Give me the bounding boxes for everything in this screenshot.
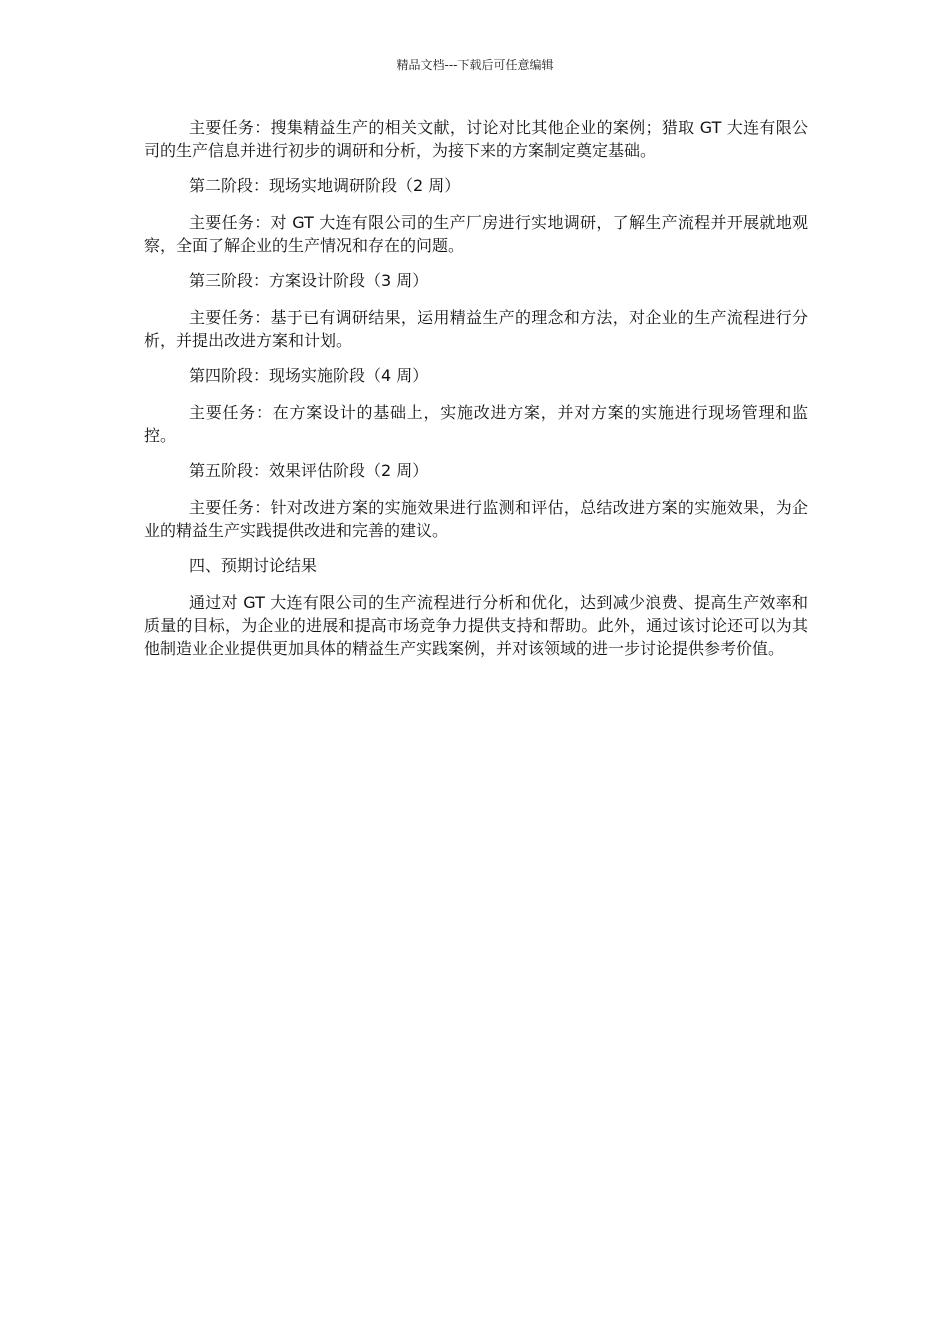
stage-4-heading: 第四阶段：现场实施阶段（4 周） <box>189 366 429 385</box>
stage-2-heading: 第二阶段：现场实地调研阶段（2 周） <box>189 176 461 195</box>
task-stage-4: 主要任务：在方案设计的基础上，实施改进方案，并对方案的实施进行现场管理和监控。 <box>144 403 808 445</box>
page-header: 精品文档---下载后可任意编辑 <box>396 58 554 72</box>
expected-results-paragraph: 通过对 GT 大连有限公司的生产流程进行分析和优化，达到减少浪费、提高生产效率和质量的目标，为企业的进展和提高市场竞争力提供支持和帮助。此外，通过该讨论还可以为其他制造业企业提供更加具体的精益生产实践案例，并对该领域的进一步讨论提供参考价值。 <box>144 593 808 658</box>
task-stage-3: 主要任务：基于已有调研结果，运用精益生产的理念和方法，对企业的生产流程进行分析，并提出改进方案和计划。 <box>144 308 808 350</box>
document-body <box>144 116 808 672</box>
section-4-heading: 四、预期讨论结果 <box>189 556 318 575</box>
task-stage-5: 主要任务：针对改进方案的实施效果进行监测和评估，总结改进方案的实施效果，为企业的精益生产实践提供改进和完善的建议。 <box>144 498 808 540</box>
task-stage-2: 主要任务：对 GT 大连有限公司的生产厂房进行实地调研，了解生产流程并开展就地观察，全面了解企业的生产情况和存在的问题。 <box>144 213 808 255</box>
stage-5-heading: 第五阶段：效果评估阶段（2 周） <box>189 461 429 480</box>
task-stage-1: 主要任务：搜集精益生产的相关文献，讨论对比其他企业的案例；猎取 GT 大连有限公司的生产信息并进行初步的调研和分析，为接下来的方案制定奠定基础。 <box>144 118 808 160</box>
stage-3-heading: 第三阶段：方案设计阶段（3 周） <box>189 271 429 290</box>
